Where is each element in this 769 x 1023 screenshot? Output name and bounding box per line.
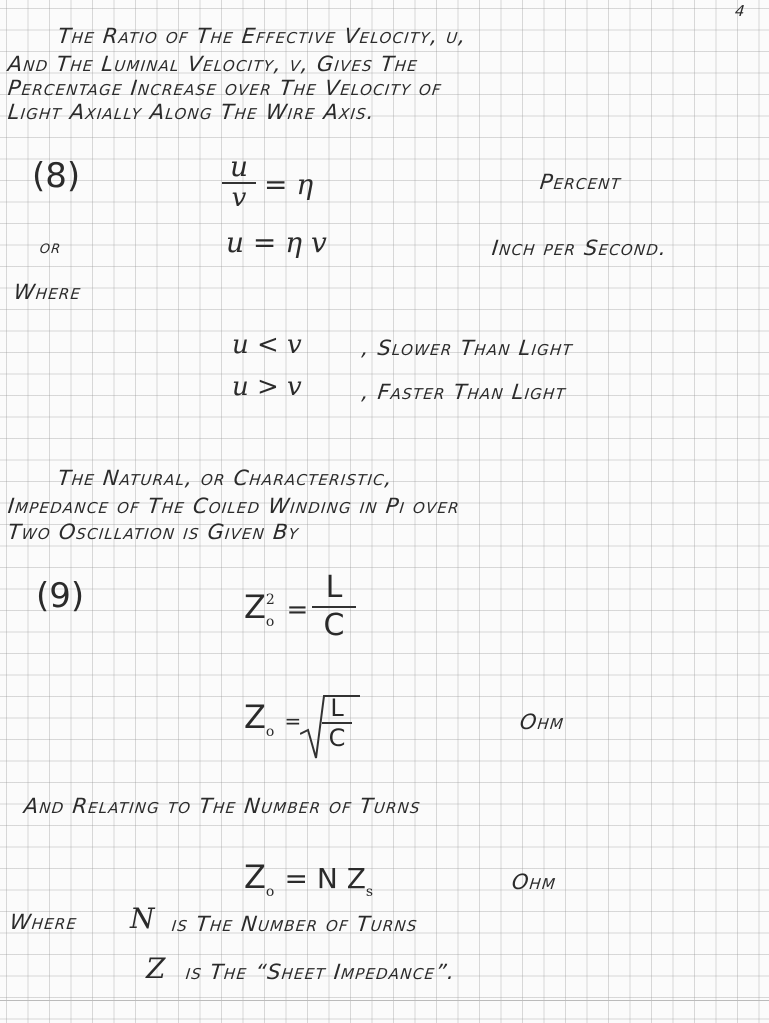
eq9-equals: = xyxy=(286,595,309,625)
eq8-numerator: u xyxy=(229,150,249,183)
eq8-rhs: = η xyxy=(264,168,314,201)
eq9b-lhs-symbol: Z xyxy=(244,698,266,736)
eq9-fraction xyxy=(312,572,356,642)
eq10-unit: Ohm xyxy=(510,870,558,894)
relating-line: And Relating to The Number of Turns xyxy=(22,794,423,818)
eq8-label: (8) xyxy=(32,156,81,196)
eq10 xyxy=(244,858,374,900)
where2-line-1-text: is The Number of Turns xyxy=(170,912,420,936)
eq8b-expr: u = η v xyxy=(226,226,327,259)
intro-line-3: Percentage Increase over The Velocity of xyxy=(6,76,444,100)
eq9b-lhs xyxy=(244,698,302,740)
condition-faster-expr: u > v xyxy=(232,372,302,402)
eq10-lhs-sub: o xyxy=(265,884,275,900)
eq8b-prefix: or xyxy=(38,236,63,258)
eq10-rhs-sub: s xyxy=(365,884,374,900)
impedance-line-1: The Natural, or Characteristic, xyxy=(56,466,395,490)
eq8b-unit: Inch per Second. xyxy=(490,236,669,260)
eq9-lhs-sup: 2 xyxy=(265,592,275,608)
where-label-2: Where xyxy=(8,910,79,934)
where-label-1: Where xyxy=(12,280,83,304)
where2-line-2-text: is The “Sheet Impedance”. xyxy=(184,960,457,984)
eq9-lhs-sub: o xyxy=(265,614,275,630)
eq10-lhs-symbol: Z xyxy=(244,858,266,896)
intro-line-4: Light Axially Along The Wire Axis. xyxy=(6,100,377,124)
eq9-numerator: L xyxy=(325,570,343,605)
eq9-denominator: C xyxy=(323,608,345,643)
eq9b-denominator: C xyxy=(328,724,346,752)
eq9-label: (9) xyxy=(36,576,85,616)
eq9-lhs xyxy=(244,588,309,630)
eq9b-equals: = xyxy=(284,709,302,733)
condition-slower-expr: u < v xyxy=(232,330,302,360)
eq8-unit: Percent xyxy=(538,170,623,194)
intro-line-2: And The Luminal Velocity, v, Gives The xyxy=(6,52,420,76)
impedance-line-3: Two Oscillation is Given By xyxy=(6,520,301,544)
eq9b-numerator: L xyxy=(330,694,344,722)
page-number: 4 xyxy=(734,2,747,20)
impedance-line-2: Impedance of The Coiled Winding in Pi over xyxy=(6,494,462,518)
eq9b-lhs-sub: o xyxy=(265,724,275,740)
where2-var-z: Z xyxy=(146,952,166,985)
page-bottom-edge xyxy=(0,1000,769,1001)
condition-faster-text: , Faster Than Light xyxy=(360,380,568,404)
eq8-fraction xyxy=(222,150,256,213)
eq9b-unit: Ohm xyxy=(518,710,566,734)
where2-var-n: N xyxy=(130,902,155,935)
eq10-rhs: = N Z xyxy=(284,862,366,895)
eq8-denominator: v xyxy=(231,183,247,213)
condition-slower-text: , Slower Than Light xyxy=(360,336,575,360)
eq9b-fraction xyxy=(322,696,352,750)
eq9-lhs-symbol: Z xyxy=(244,588,266,626)
intro-line-1: The Ratio of The Effective Velocity, u, xyxy=(56,24,468,48)
